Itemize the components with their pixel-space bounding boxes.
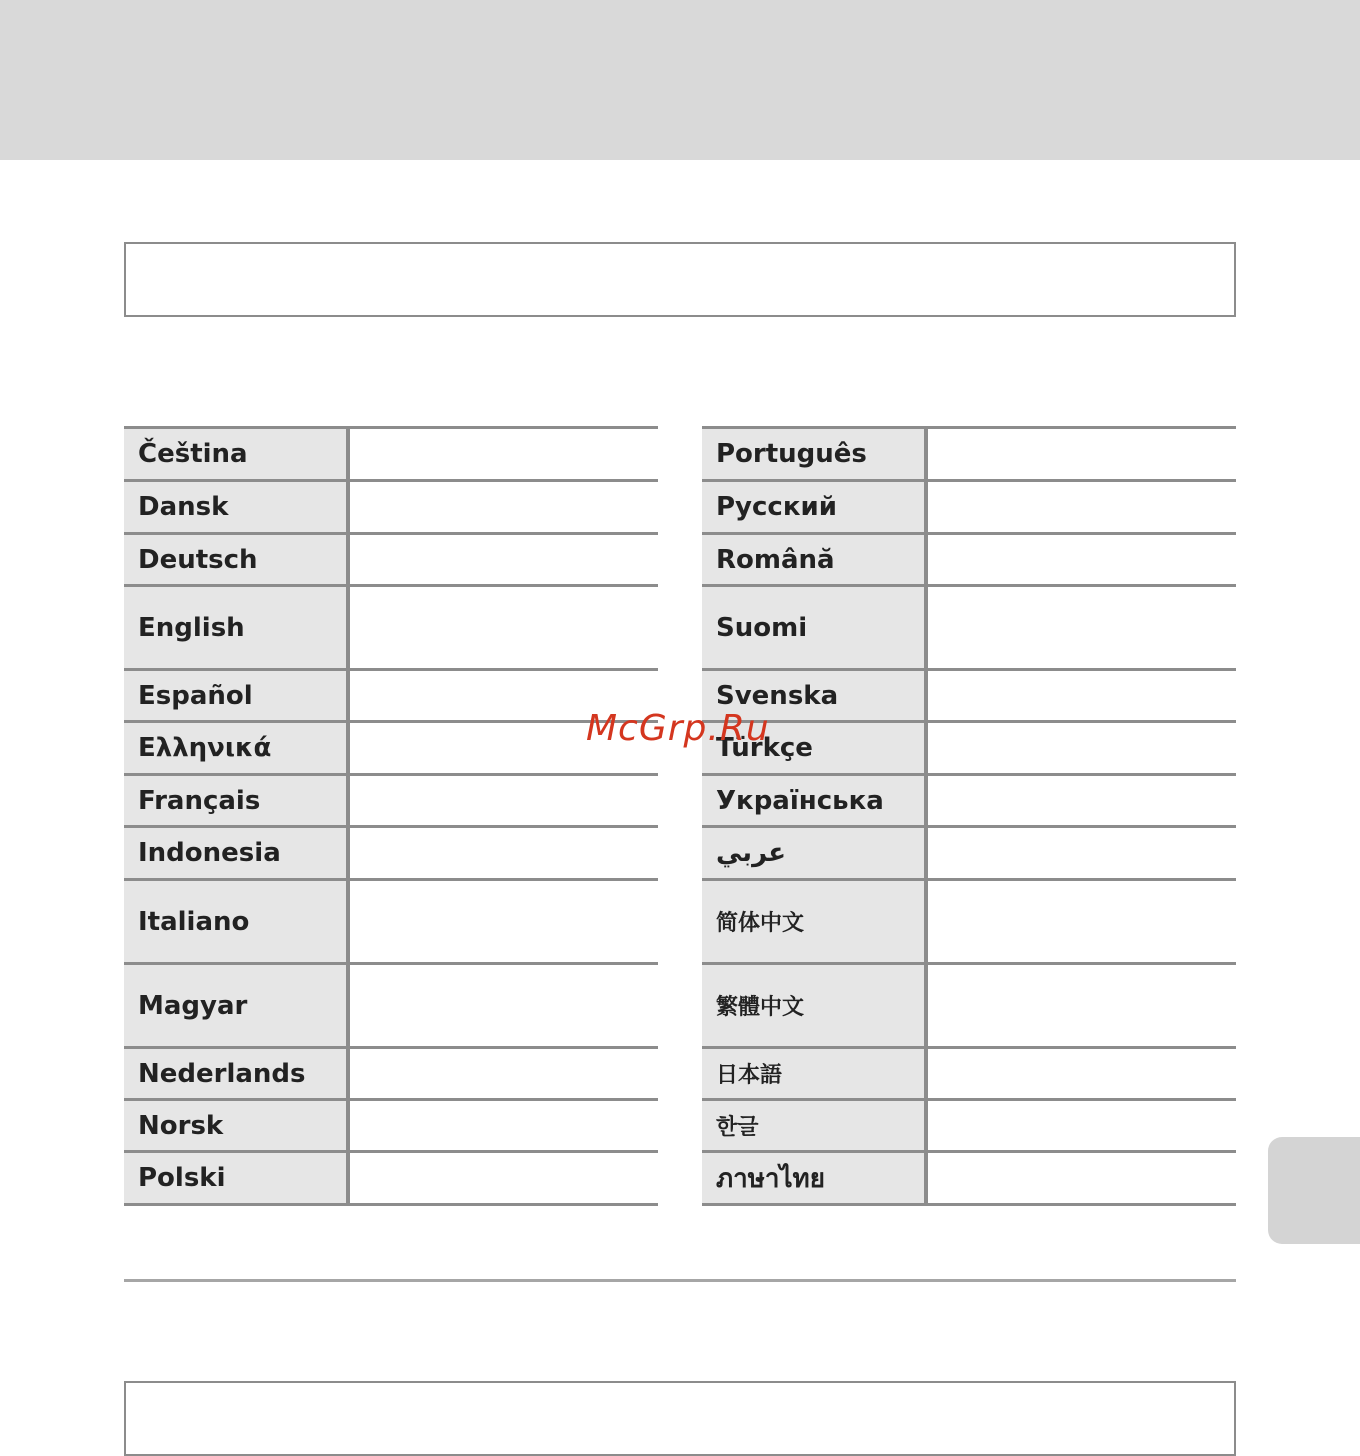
language-description [928, 965, 1236, 1046]
language-name: Українська [702, 776, 928, 825]
language-description [350, 429, 658, 479]
language-description [928, 535, 1236, 584]
side-index-tab [1268, 1137, 1360, 1244]
language-name: Magyar [124, 965, 350, 1046]
table-row [702, 535, 1236, 587]
language-description [928, 828, 1236, 878]
table-row [124, 776, 658, 828]
language-description [928, 723, 1236, 773]
language-name: Русский [702, 482, 928, 532]
language-name: 한글 [702, 1101, 928, 1150]
language-name: Svenska [702, 671, 928, 720]
language-name: ภาษาไทย [702, 1153, 928, 1203]
language-name: 繁體中文 [702, 965, 928, 1046]
language-description [928, 776, 1236, 825]
language-description [928, 1101, 1236, 1150]
language-description [350, 1153, 658, 1203]
table-row [124, 671, 658, 723]
table-row [124, 881, 658, 965]
table-row [124, 1049, 658, 1101]
table-row [702, 1153, 1236, 1206]
table-row [124, 965, 658, 1049]
bottom-frame-box [124, 1381, 1236, 1456]
table-row [124, 535, 658, 587]
language-description [350, 965, 658, 1046]
header-band [0, 0, 1360, 160]
language-name: Italiano [124, 881, 350, 962]
table-row [702, 482, 1236, 535]
table-row [124, 587, 658, 671]
table-row [124, 1153, 658, 1206]
language-name: عربي [702, 828, 928, 878]
language-name: Polski [124, 1153, 350, 1203]
language-name: Español [124, 671, 350, 720]
table-row [124, 429, 658, 482]
language-name: Ελληνικά [124, 723, 350, 773]
language-name: Português [702, 429, 928, 479]
language-description [928, 881, 1236, 962]
table-row [124, 1101, 658, 1153]
language-description [350, 776, 658, 825]
language-name: 日本語 [702, 1049, 928, 1098]
language-description [928, 671, 1236, 720]
table-row [702, 776, 1236, 828]
language-description [350, 1101, 658, 1150]
language-name: Deutsch [124, 535, 350, 584]
language-description [350, 828, 658, 878]
language-description [350, 1049, 658, 1098]
language-name: Suomi [702, 587, 928, 668]
language-name: Indonesia [124, 828, 350, 878]
top-frame-box [124, 242, 1236, 317]
table-row [124, 828, 658, 881]
language-table-right [702, 426, 1236, 1206]
table-row [702, 828, 1236, 881]
language-name: Türkçe [702, 723, 928, 773]
table-row [702, 1049, 1236, 1101]
table-row [702, 671, 1236, 723]
language-description [928, 587, 1236, 668]
language-description [928, 482, 1236, 532]
table-row [702, 881, 1236, 965]
table-row [702, 429, 1236, 482]
language-description [928, 429, 1236, 479]
table-row [702, 965, 1236, 1049]
language-name: Norsk [124, 1101, 350, 1150]
language-name: Română [702, 535, 928, 584]
table-row [124, 482, 658, 535]
table-row [702, 723, 1236, 776]
language-name: Dansk [124, 482, 350, 532]
language-name: Français [124, 776, 350, 825]
table-row [702, 1101, 1236, 1153]
table-row [124, 723, 658, 776]
language-description [928, 1153, 1236, 1203]
horizontal-divider [124, 1279, 1236, 1282]
language-name: Nederlands [124, 1049, 350, 1098]
language-name: 简体中文 [702, 881, 928, 962]
language-table-left [124, 426, 658, 1206]
language-description [350, 587, 658, 668]
language-description [350, 881, 658, 962]
language-description [350, 535, 658, 584]
watermark-text: McGrp.Ru [586, 708, 770, 749]
language-description [928, 1049, 1236, 1098]
language-description [350, 482, 658, 532]
table-row [702, 587, 1236, 671]
language-name: Čeština [124, 429, 350, 479]
language-name: English [124, 587, 350, 668]
